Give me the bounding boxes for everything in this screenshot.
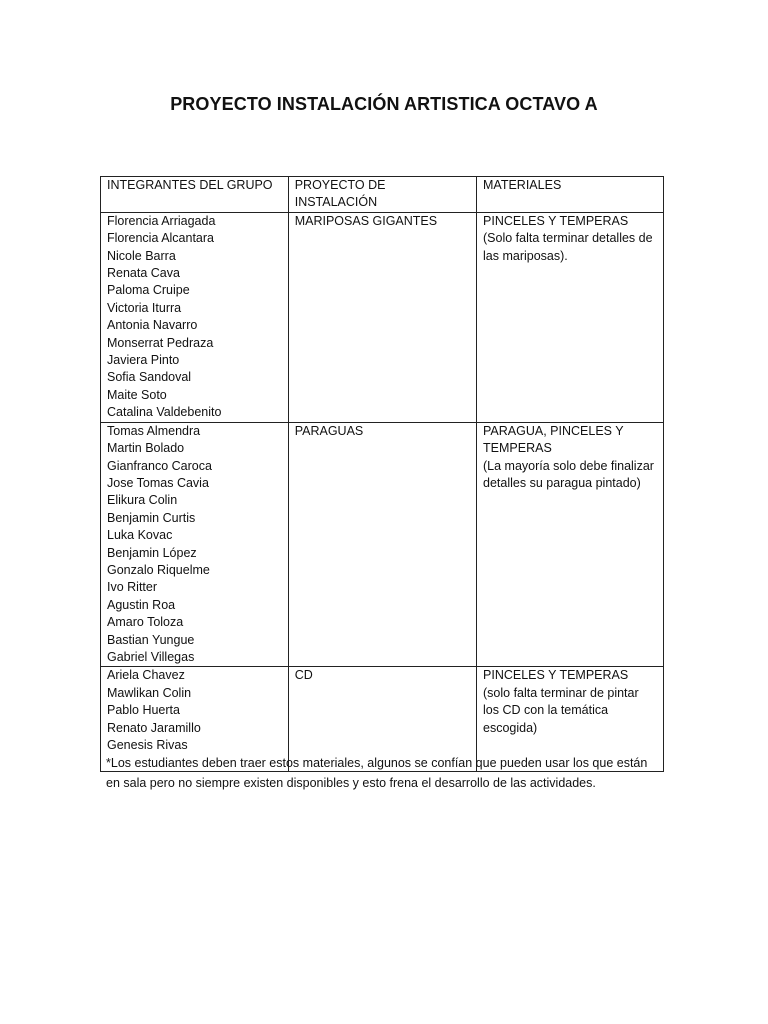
member-name: Benjamin López bbox=[107, 545, 197, 560]
member-name: Genesis Rivas bbox=[107, 738, 188, 752]
members-cell bbox=[101, 422, 289, 667]
member-name: Amaro Toloza bbox=[107, 615, 184, 630]
member-name: Paloma Cruipe bbox=[107, 283, 190, 298]
member-name: Mawlikan Colin bbox=[107, 685, 192, 700]
member-name: Monserrat Pedraza bbox=[107, 335, 214, 350]
project-cell bbox=[288, 422, 476, 667]
materials-note: (La mayoría solo debe finalizar detalles su paragua pintado) bbox=[483, 458, 654, 490]
member-name: Ivo Ritter bbox=[107, 580, 158, 595]
materials-note: (Solo falta terminar detalles de las mariposas). bbox=[483, 231, 653, 263]
project-table bbox=[100, 176, 664, 772]
materials-cell bbox=[477, 422, 664, 667]
member-name: Gonzalo Riquelme bbox=[107, 562, 210, 577]
member-name: Renato Jaramillo bbox=[107, 720, 201, 735]
materials-note: (solo falta terminar de pintar los CD con la temática escogida) bbox=[483, 685, 639, 735]
member-name: Catalina Valdebenito bbox=[107, 405, 222, 420]
project-name: PARAGUAS bbox=[294, 423, 364, 438]
member-name: Gianfranco Caroca bbox=[107, 458, 212, 473]
materials-cell bbox=[477, 212, 664, 422]
member-name: Nicole Barra bbox=[107, 248, 176, 263]
member-name: Martin Bolado bbox=[107, 441, 185, 456]
members-cell bbox=[101, 212, 289, 422]
materials-list: PARAGUA, PINCELES Y TEMPERAS bbox=[483, 423, 624, 456]
member-name: Javiera Pinto bbox=[107, 353, 180, 368]
member-name: Sofia Sandoval bbox=[107, 370, 192, 385]
member-name: Victoria Iturra bbox=[107, 300, 182, 315]
member-name: Pablo Huerta bbox=[107, 703, 180, 718]
member-name: Florencia Alcantara bbox=[107, 231, 215, 246]
table-row bbox=[101, 212, 664, 422]
header-project: PROYECTO DE INSTALACIÓN bbox=[288, 177, 476, 213]
project-cell bbox=[288, 212, 476, 422]
member-name: Maite Soto bbox=[107, 387, 167, 402]
member-name: Jose Tomas Cavia bbox=[107, 475, 209, 490]
member-name: Agustin Roa bbox=[107, 597, 176, 612]
project-name: MARIPOSAS GIGANTES bbox=[294, 213, 438, 228]
header-materials: MATERIALES bbox=[477, 177, 664, 213]
materials-list: PINCELES Y TEMPERAS bbox=[483, 213, 629, 228]
member-name: Tomas Almendra bbox=[107, 423, 201, 438]
member-name: Bastian Yungue bbox=[107, 632, 195, 647]
table-header-row bbox=[101, 177, 664, 213]
member-name: Luka Kovac bbox=[107, 528, 173, 543]
member-name: Gabriel Villegas bbox=[107, 649, 195, 664]
document-title: PROYECTO INSTALACIÓN ARTISTICA OCTAVO A bbox=[170, 94, 598, 114]
member-name: Ariela Chavez bbox=[107, 668, 185, 683]
member-name: Renata Cava bbox=[107, 266, 180, 281]
footnote: *Los estudiantes deben traer estos materiales, algunos se confían que pueden usar los que están en sala pero no siempre existen disponibles y esto frena el desarrollo de las actividades. bbox=[106, 756, 648, 790]
member-name: Antonia Navarro bbox=[107, 318, 198, 333]
materials-list: PINCELES Y TEMPERAS bbox=[483, 668, 629, 683]
project-name: CD bbox=[294, 668, 313, 683]
table-row bbox=[101, 422, 664, 667]
member-name: Benjamin Curtis bbox=[107, 510, 196, 525]
member-name: Elikura Colin bbox=[107, 493, 178, 508]
member-name: Florencia Arriagada bbox=[107, 213, 216, 228]
header-members: INTEGRANTES DEL GRUPO bbox=[101, 177, 289, 213]
